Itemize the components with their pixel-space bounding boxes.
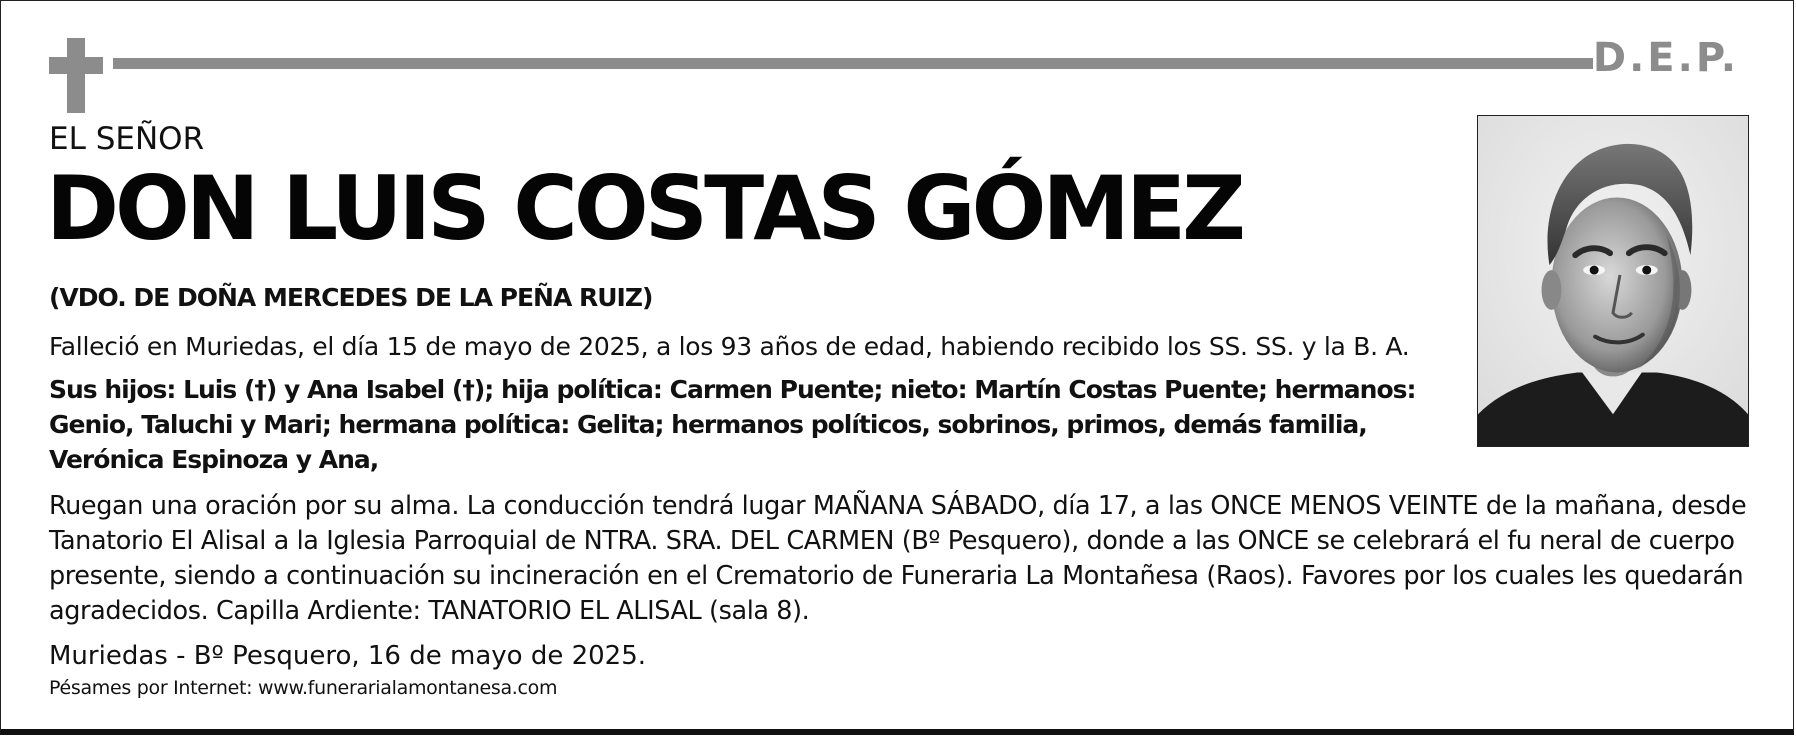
deceased-name: DON LUIS COSTAS GÓMEZ xyxy=(46,157,1242,260)
family-list: Sus hijos: Luis (†) y Ana Isabel (†); hija política: Carmen Puente; nieto: Martín Costas Puente; hermanos: Genio, Taluchi y Mari; hermana política: Gelita; hermanos políticos, sobrinos, primos, demás familia, Verónica Espinoza y Ana, xyxy=(49,375,1416,474)
portrait-photo xyxy=(1477,115,1749,447)
cross-icon xyxy=(49,38,103,113)
honorific-title: EL SEÑOR xyxy=(49,121,205,157)
place-and-date: Muriedas - Bº Pesquero, 16 de mayo de 2025. xyxy=(49,641,647,671)
header-rule xyxy=(113,58,1593,69)
widower-of: (VDO. DE DOÑA MERCEDES DE LA PEÑA RUIZ) xyxy=(49,283,653,312)
condolences-link-text: Pésames por Internet: www.funerarialamontanesa.com xyxy=(49,677,558,699)
funeral-details: Ruegan una oración por su alma. La conducción tendrá lugar MAÑANA SÁBADO, día 17, a las ONCE MENOS VEINTE de la mañana, desde Tanatorio El Alisal a la Iglesia Parroquial de NTRA. SRA. DEL CARMEN (Bº Pesquero), donde a las ONCE se celebrará el fu neral de cuerpo presente, siendo a continuación su incineración en el Crematorio de Funeraria La Montañesa (Raos). Favores por los cuales les quedarán agradecidos. Capilla Ardiente: TANATORIO EL ALISAL (sala 8). xyxy=(49,491,1747,626)
dep-label: D.E.P. xyxy=(1592,35,1739,81)
portrait-image xyxy=(1478,116,1748,446)
death-notice: Falleció en Muriedas, el día 15 de mayo de 2025, a los 93 años de edad, habiendo recibido los SS. SS. y la B. A. xyxy=(49,332,1410,361)
